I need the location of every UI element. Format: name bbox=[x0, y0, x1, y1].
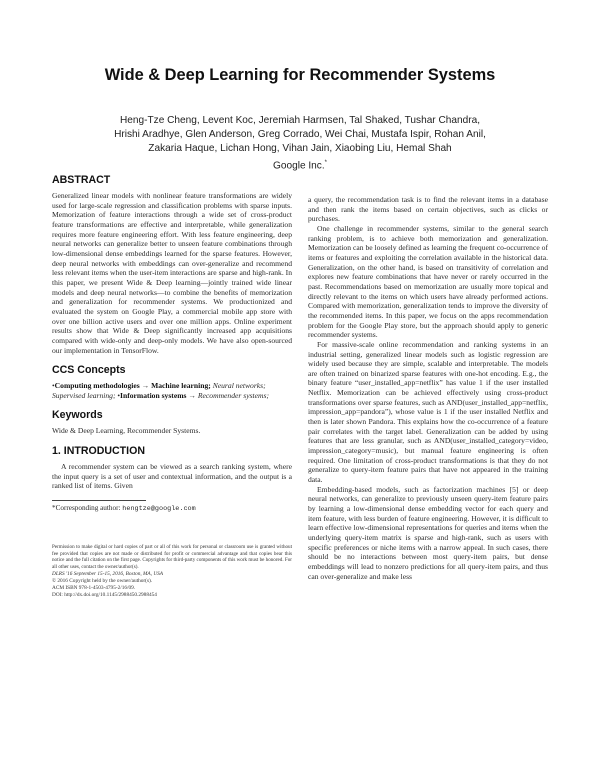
author-line-2: Hrishi Aradhye, Glen Anderson, Greg Corrado, Wei Chai, Mustafa Ispir, Rohan Anil, bbox=[114, 128, 486, 140]
right-column bbox=[308, 195, 548, 581]
right-paragraph-1: a query, the recommendation task is to find the relevant items in a database and then rank the items based on certain objectives, such as clicks or purchases. bbox=[308, 195, 548, 224]
right-paragraph-2: One challenge in recommender systems, similar to the general search ranking problem, is to achieve both memorization and generalization. Memorization can be loosely defined as learning the frequent co-occurrence of items or features and exploiting the correlation available in the historical data. Generalization, on the other hand, is based on transitivity of correlation and explores new feature combinations that have never or rarely occurred in the past. Recommendations based on memorization are usually more topical and directly relevant to the items on which users have already performed actions. Compared with memorization, generalization tends to improve the diversity of the recommended items. In this paper, we focus on the apps recommendation problem for the Google Play store, but the approach should apply to generic recommender systems. bbox=[308, 223, 548, 340]
author-line-1: Heng-Tze Cheng, Levent Koc, Jeremiah Harmsen, Tal Shaked, Tushar Chandra, bbox=[119, 115, 480, 126]
affiliation-mark: * bbox=[324, 160, 327, 167]
footnote bbox=[52, 504, 292, 514]
affiliation-name: Google Inc. bbox=[273, 160, 325, 172]
ccs-heading: CCS Concepts bbox=[52, 364, 126, 377]
intro-text: A recommender system can be viewed as a search ranking system, where the input query is a set of user and contextual information, and the output is a ranked list of items. Given bbox=[52, 462, 292, 491]
keywords-text: Wide & Deep Learning, Recommender Systems. bbox=[52, 426, 201, 436]
ccs-item-ml: Machine learning; bbox=[151, 381, 211, 391]
paper-title: Wide & Deep Learning for Recommender Systems bbox=[104, 66, 496, 84]
ccs-arrow-2: → bbox=[188, 390, 196, 400]
conference-info bbox=[52, 571, 292, 598]
abstract-heading: ABSTRACT bbox=[52, 174, 111, 186]
author-block bbox=[60, 114, 540, 174]
conference-name: DLRS '16 September 15-15, 2016, Boston, MA, USA bbox=[52, 571, 164, 578]
footnote-label: *Corresponding author: bbox=[52, 503, 123, 512]
left-column bbox=[52, 174, 292, 598]
footnote-email[interactable]: hengtze@google.com bbox=[122, 504, 196, 513]
keywords-heading: Keywords bbox=[52, 409, 103, 422]
copyright-line: © 2016 Copyright held by the owner/author(s). bbox=[52, 577, 153, 584]
right-paragraph-4: Embedding-based models, such as factorization machines [5] or deep neural networks, can generalize to previously unseen query-item feature pairs by learning a low-dimensional dense embedding vector for each query and item feature, with less burden of feature engineering. However, it is difficult to learn effective low-dimensional representations for queries and items when the underlying query-item matrix is sparse and high-rank, such as users with specific preferences or niche items with a narrow appeal. In such cases, there should be no interactions between most query-item pairs, but dense embeddings will lead to nonzero predictions for all query-item pairs, and thus can over-generalize and make less bbox=[308, 484, 548, 581]
ccs-item-computing: Computing methodologies bbox=[54, 381, 140, 391]
permission-notice: Permission to make digital or hard copies of part or all of this work for personal or classroom use is granted without fee provided that copies are not made or distributed for profit or commercial advantage and that copies bear this notice and the full citation on the first page. Copyrights for third-party components of this work must be honored. For all other uses, contact the owner/author(s). bbox=[52, 543, 292, 570]
isbn-line: ACM ISBN 978-1-4503-4795-2/16/09. bbox=[52, 584, 136, 591]
right-paragraph-3: For massive-scale online recommendation and ranking systems in an industrial setting, generalized linear models such as logistic regression are widely used because they are simple, scalable and interpretable. The models are often trained on binarized sparse features with one-hot encoding. E.g., the binary feature “user_installed_app=netflix” has value 1 if the user installed Netflix. Memorization can be achieved effectively using cross-product transformations over sparse features, such as AND(user_installed_app=netflix, impression_app=pandora”), whose value is 1 if the user installed Netflix and then is later shown Pandora. This explains how the co-occurrence of a feature pair correlates with the target label. Generalization can be added by using features that are less granular, such as AND(user_installed_category=video, impression_category=music), but manual feature engineering is often required. One limitation of cross-product transformations is that they do not generalize to query-item feature pairs that have not appeared in the training data. bbox=[308, 339, 548, 485]
intro-heading: 1. INTRODUCTION bbox=[52, 445, 145, 457]
conference-line bbox=[52, 571, 292, 578]
footnote-rule bbox=[52, 500, 146, 501]
ccs-item-nn: Neural networks; Supervised learning; bbox=[52, 381, 266, 400]
affiliation bbox=[273, 157, 327, 173]
doi-line[interactable]: DOI: http://dx.doi.org/10.1145/2988450.2988454 bbox=[52, 591, 157, 598]
ccs-arrow-1: → bbox=[141, 381, 150, 391]
ccs-item-recsys: Recommender systems; bbox=[197, 390, 269, 400]
abstract-text: Generalized linear models with nonlinear feature transformations are widely used for large-scale regression and classification problems with sparse inputs. Memorization of feature interactions through a wide set of cross-product feature transformations are effective and interpretable, while generalization requires more feature engineering effort. With less feature engineering, deep neural networks can generalize better to unseen feature combinations through low-dimensional dense embeddings learned for the sparse features. However, deep neural networks with embeddings can over-generalize and recommend less relevant items when the user-item interactions are sparse and high-rank. In this paper, we present Wide & Deep learning—jointly trained wide linear models and deep neural networks—to combine the benefits of memorization and generalization for recommender systems. We productionized and evaluated the system on Google Play, a commercial mobile app store with over one billion active users and over one million apps. Online experiment results show that Wide & Deep significantly increased app acquisitions compared with wide-only and deep-only models. We have also open-sourced our implementation in TensorFlow. bbox=[52, 191, 292, 355]
author-line-3: Zakaria Haque, Lichan Hong, Vihan Jain, Xiaobing Liu, Hemal Shah bbox=[148, 142, 452, 154]
ccs-item-info: Information systems bbox=[120, 390, 187, 400]
ccs-concepts: •Computing methodologies → Machine learning; Neural networks; Supervised learning; •Information systems → Recommender systems; bbox=[52, 381, 269, 400]
